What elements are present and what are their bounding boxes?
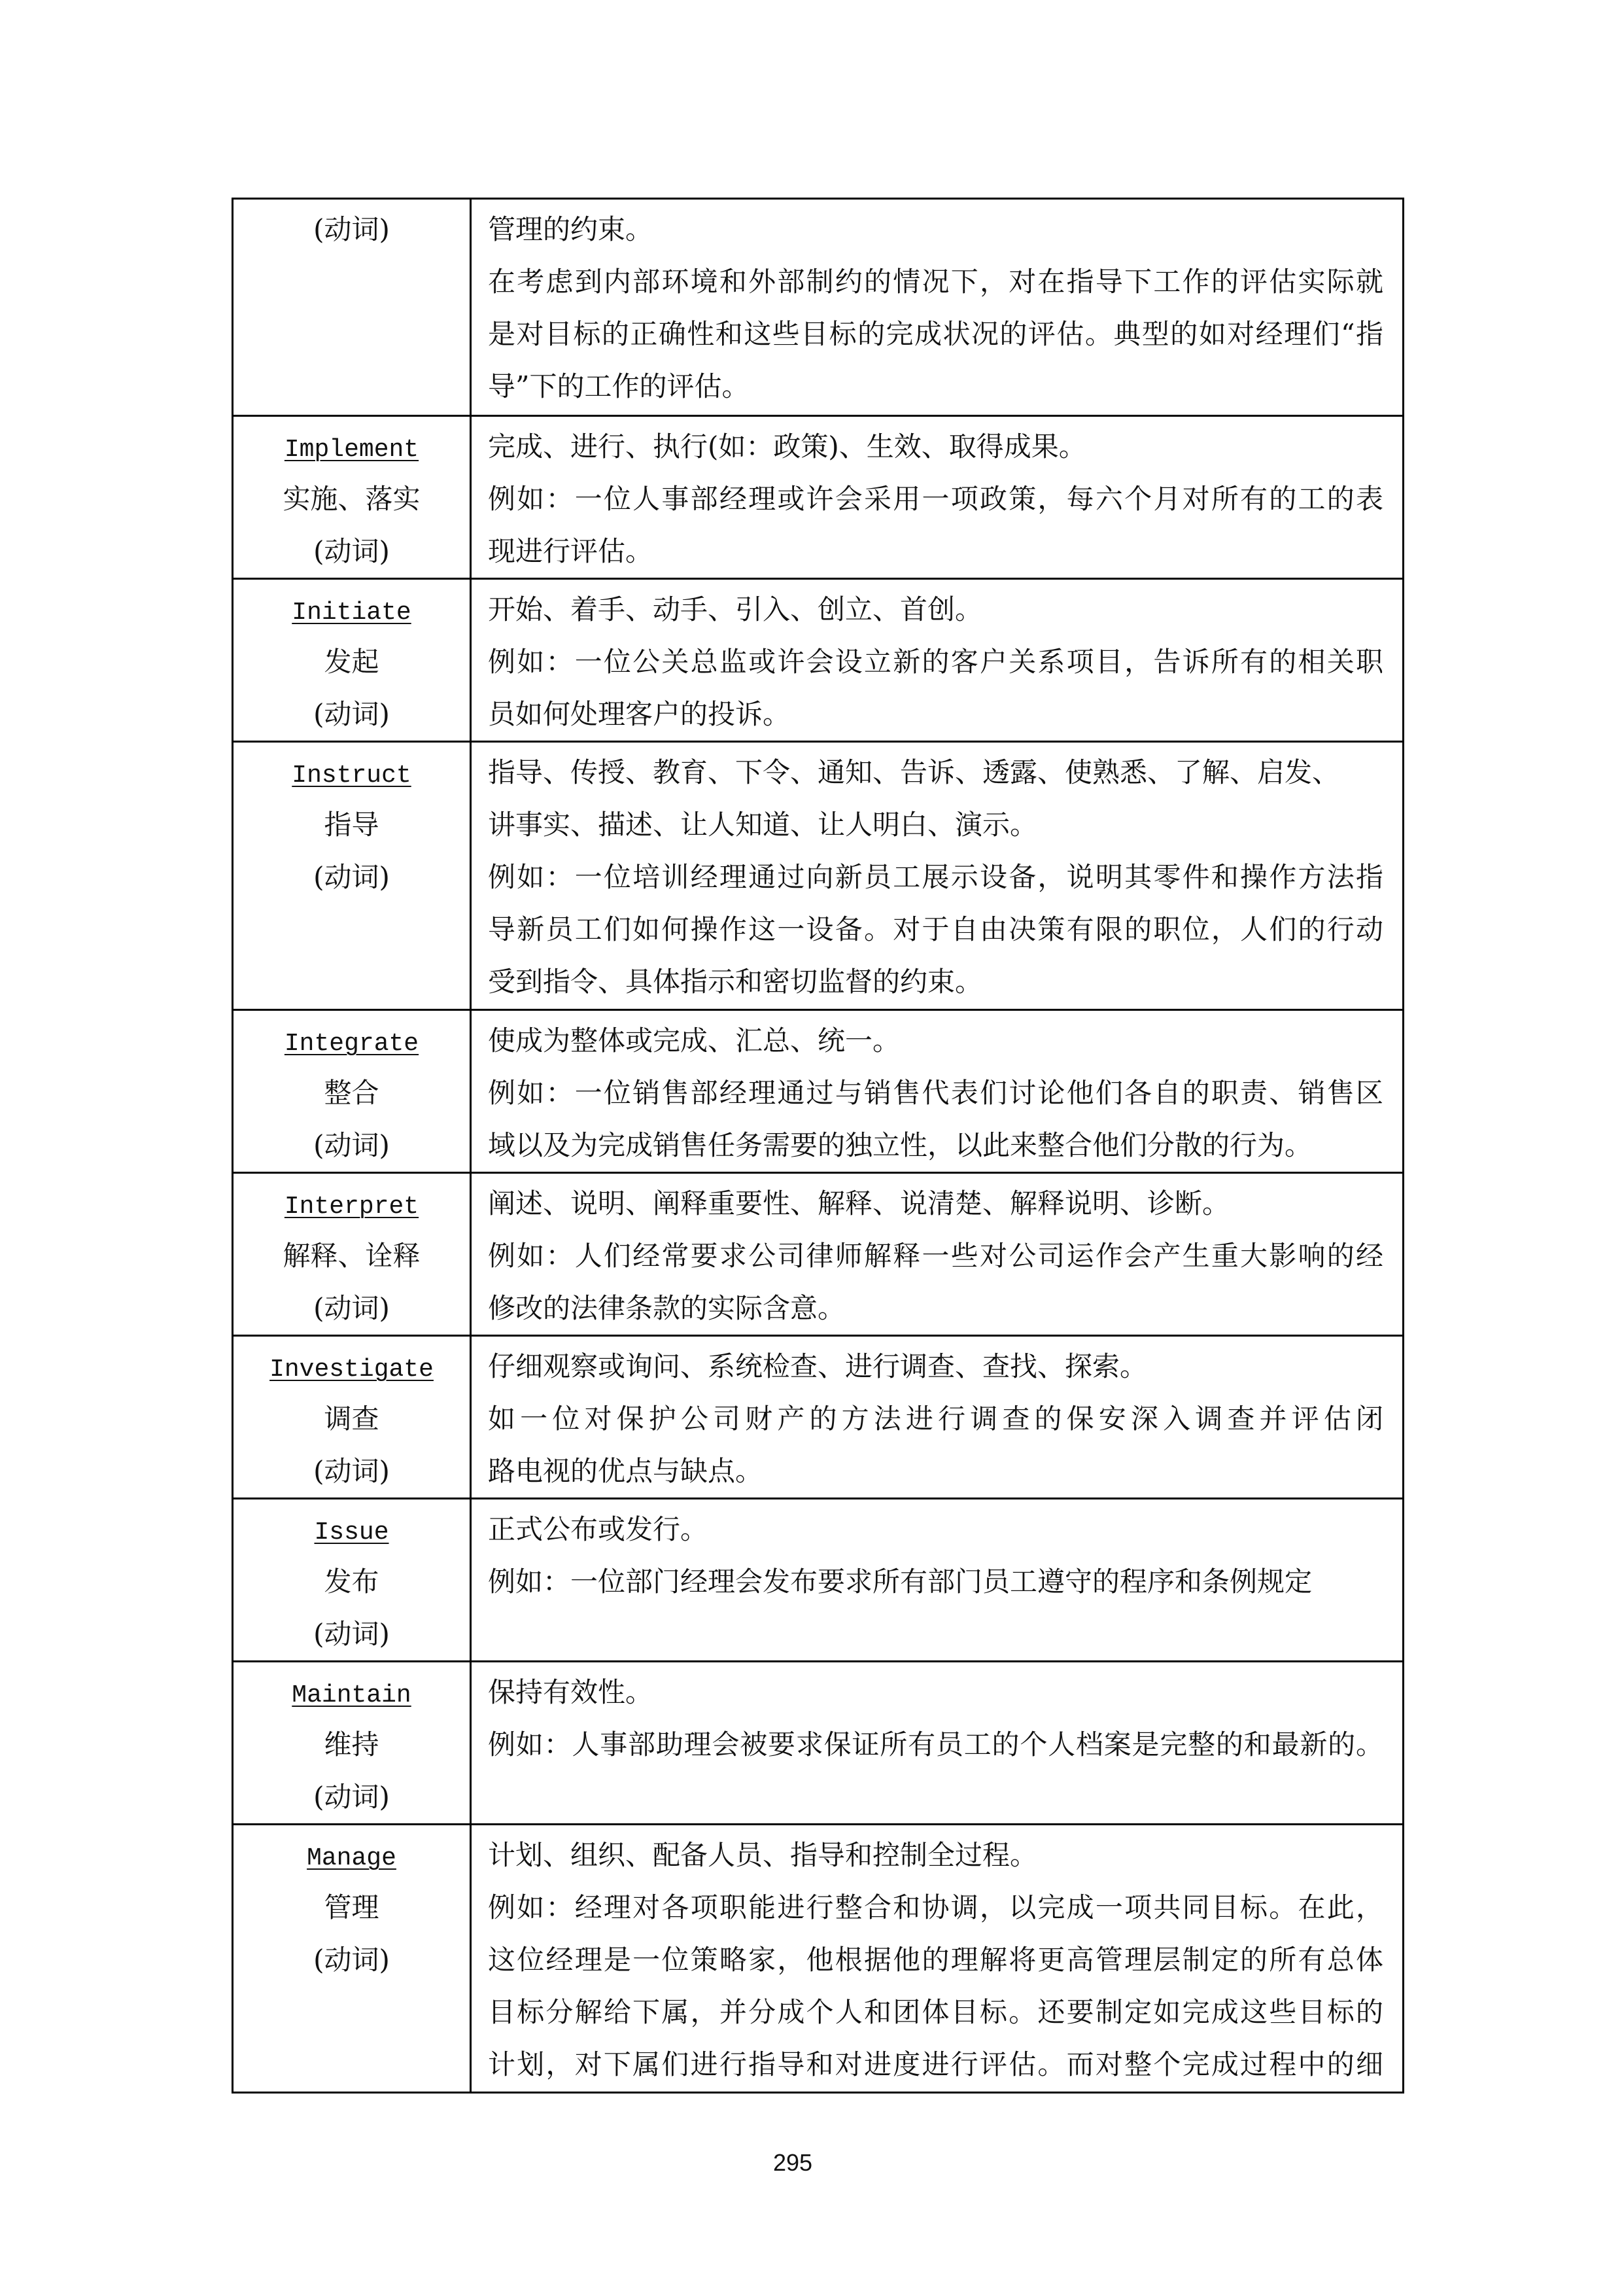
definition-line: 受到指令、具体指示和密切监督的约束。 — [488, 966, 983, 998]
part-of-speech: (动词) — [313, 1129, 390, 1161]
part-of-speech: (动词) — [313, 1944, 390, 1976]
term-cell — [233, 1010, 471, 1173]
definition-line: 讲事实、描述、让人知道、让人明白、演示。 — [488, 809, 1038, 841]
definition-line: 完成、进行、执行(如：政策)、生效、取得成果。 — [488, 430, 1086, 463]
term-cell — [233, 1662, 471, 1825]
term-cell — [233, 1499, 471, 1662]
definition-line: 修改的法律条款的实际含意。 — [488, 1292, 846, 1324]
definition-cell — [471, 579, 1404, 742]
term-english: Manage — [307, 1844, 396, 1872]
term-chinese: 管理 — [324, 1891, 379, 1923]
definition-line: 计划、组织、配备人员、指导和控制全过程。 — [488, 1839, 1038, 1871]
definition-line: 域以及为完成销售任务需要的独立性，以此来整合他们分散的行为。 — [488, 1129, 1313, 1161]
term-english: Maintain — [292, 1681, 411, 1709]
part-of-speech: (动词) — [313, 213, 390, 245]
definition-table — [232, 198, 1404, 2094]
definition-cell — [471, 416, 1404, 579]
definition-line: 例如：人事部助理会被要求保证所有员工的个人档案是完整的和最新的。 — [488, 1728, 1383, 1761]
term-english: Investigate — [269, 1356, 434, 1384]
part-of-speech: (动词) — [313, 1618, 390, 1650]
term-chinese: 维持 — [324, 1728, 379, 1761]
table-row — [233, 416, 1404, 579]
term-cell — [233, 1825, 471, 2093]
definition-line: 员如何处理客户的投诉。 — [488, 698, 791, 730]
table-row — [233, 579, 1404, 742]
definition-line: 管理的约束。 — [488, 213, 653, 245]
table-row — [233, 1336, 1404, 1499]
term-chinese: 调查 — [324, 1403, 379, 1435]
term-cell — [233, 416, 471, 579]
definition-line: 仔细观察或询问、系统检查、进行调查、查找、探索。 — [488, 1350, 1148, 1382]
definition-line: 阐述、说明、阐释重要性、解释、说清楚、解释说明、诊断。 — [488, 1187, 1230, 1219]
definition-line: 例如：一位销售部经理通过与销售代表们讨论他们各自的职责、销售区 — [488, 1077, 1383, 1109]
definition-line: 使成为整体或完成、汇总、统一。 — [488, 1025, 901, 1057]
table-row — [233, 1010, 1404, 1173]
term-english: Interpret — [284, 1193, 419, 1221]
table-row — [233, 1825, 1404, 2093]
term-cell — [233, 199, 471, 416]
definition-line: 计划，对下属们进行指导和对进度进行评估。而对整个完成过程中的细 — [488, 2048, 1383, 2080]
definition-line: 例如：一位公关总监或许会设立新的客户关系项目，告诉所有的相关职 — [488, 646, 1383, 678]
definition-line: 在考虑到内部环境和外部制约的情况下，对在指导下工作的评估实际就 — [488, 266, 1383, 298]
definition-line: 目标分解给下属，并分成个人和团体目标。还要制定如完成这些目标的 — [488, 1996, 1383, 2028]
page-number: 295 — [772, 2149, 813, 2176]
term-chinese: 指导 — [324, 809, 379, 841]
definition-cell — [471, 742, 1404, 1010]
definition-line: 例如：人们经常要求公司律师解释一些对公司运作会产生重大影响的经 — [488, 1240, 1383, 1272]
definition-cell — [471, 199, 1404, 416]
term-chinese: 整合 — [324, 1077, 379, 1109]
definition-line: 例如：一位部门经理会发布要求所有部门员工遵守的程序和条例规定 — [488, 1566, 1313, 1598]
term-english: Implement — [284, 436, 419, 464]
part-of-speech: (动词) — [313, 1292, 390, 1324]
term-chinese: 发起 — [324, 646, 379, 678]
term-english: Initiate — [292, 599, 411, 627]
part-of-speech: (动词) — [313, 861, 390, 893]
term-english: Integrate — [284, 1030, 419, 1058]
definition-line: 例如：一位人事部经理或许会采用一项政策，每六个月对所有的工的表 — [488, 483, 1383, 515]
definition-cell — [471, 1662, 1404, 1825]
definition-line: 例如：一位培训经理通过向新员工展示设备，说明其零件和操作方法指 — [488, 861, 1383, 893]
part-of-speech: (动词) — [313, 698, 390, 730]
part-of-speech: (动词) — [313, 1455, 390, 1487]
definition-line: 这位经理是一位策略家，他根据他的理解将更高管理层制定的所有总体 — [488, 1944, 1383, 1976]
definition-line: 例如：经理对各项职能进行整合和协调，以完成一项共同目标。在此， — [488, 1891, 1383, 1923]
definition-line: 导新员工们如何操作这一设备。对于自由决策有限的职位，人们的行动 — [488, 913, 1383, 945]
definition-line: 保持有效性。 — [488, 1676, 653, 1708]
definition-line: 路电视的优点与缺点。 — [488, 1455, 763, 1487]
definition-cell — [471, 1010, 1404, 1173]
term-english: Instruct — [292, 762, 411, 790]
term-cell — [233, 1173, 471, 1336]
table-row — [233, 1662, 1404, 1825]
definition-cell — [471, 1825, 1404, 2093]
term-chinese: 解释、诠释 — [283, 1240, 421, 1272]
table-row — [233, 1173, 1404, 1336]
table-row — [233, 1499, 1404, 1662]
definition-line: 是对目标的正确性和这些目标的完成状况的评估。典型的如对经理们“指 — [488, 318, 1383, 350]
definition-cell — [471, 1336, 1404, 1499]
term-cell — [233, 742, 471, 1010]
term-cell — [233, 1336, 471, 1499]
definition-line: 开始、着手、动手、引入、创立、首创。 — [488, 593, 983, 625]
term-chinese: 发布 — [324, 1566, 379, 1598]
definition-line: 正式公布或发行。 — [488, 1513, 708, 1545]
definition-line: 现进行评估。 — [488, 535, 653, 567]
term-chinese: 实施、落实 — [283, 483, 421, 515]
part-of-speech: (动词) — [313, 535, 390, 567]
table-row — [233, 742, 1404, 1010]
definition-line: 指导、传授、教育、下令、通知、告诉、透露、使熟悉、了解、启发、 — [488, 756, 1340, 788]
term-english: Issue — [314, 1518, 389, 1547]
part-of-speech: (动词) — [313, 1781, 390, 1813]
definition-line: 导”下的工作的评估。 — [488, 370, 750, 402]
term-cell — [233, 579, 471, 742]
definition-cell — [471, 1173, 1404, 1336]
definition-cell — [471, 1499, 1404, 1662]
definition-line: 如一位对保护公司财产的方法进行调查的保安深入调查并评估闭 — [488, 1403, 1383, 1435]
table-row — [233, 199, 1404, 416]
